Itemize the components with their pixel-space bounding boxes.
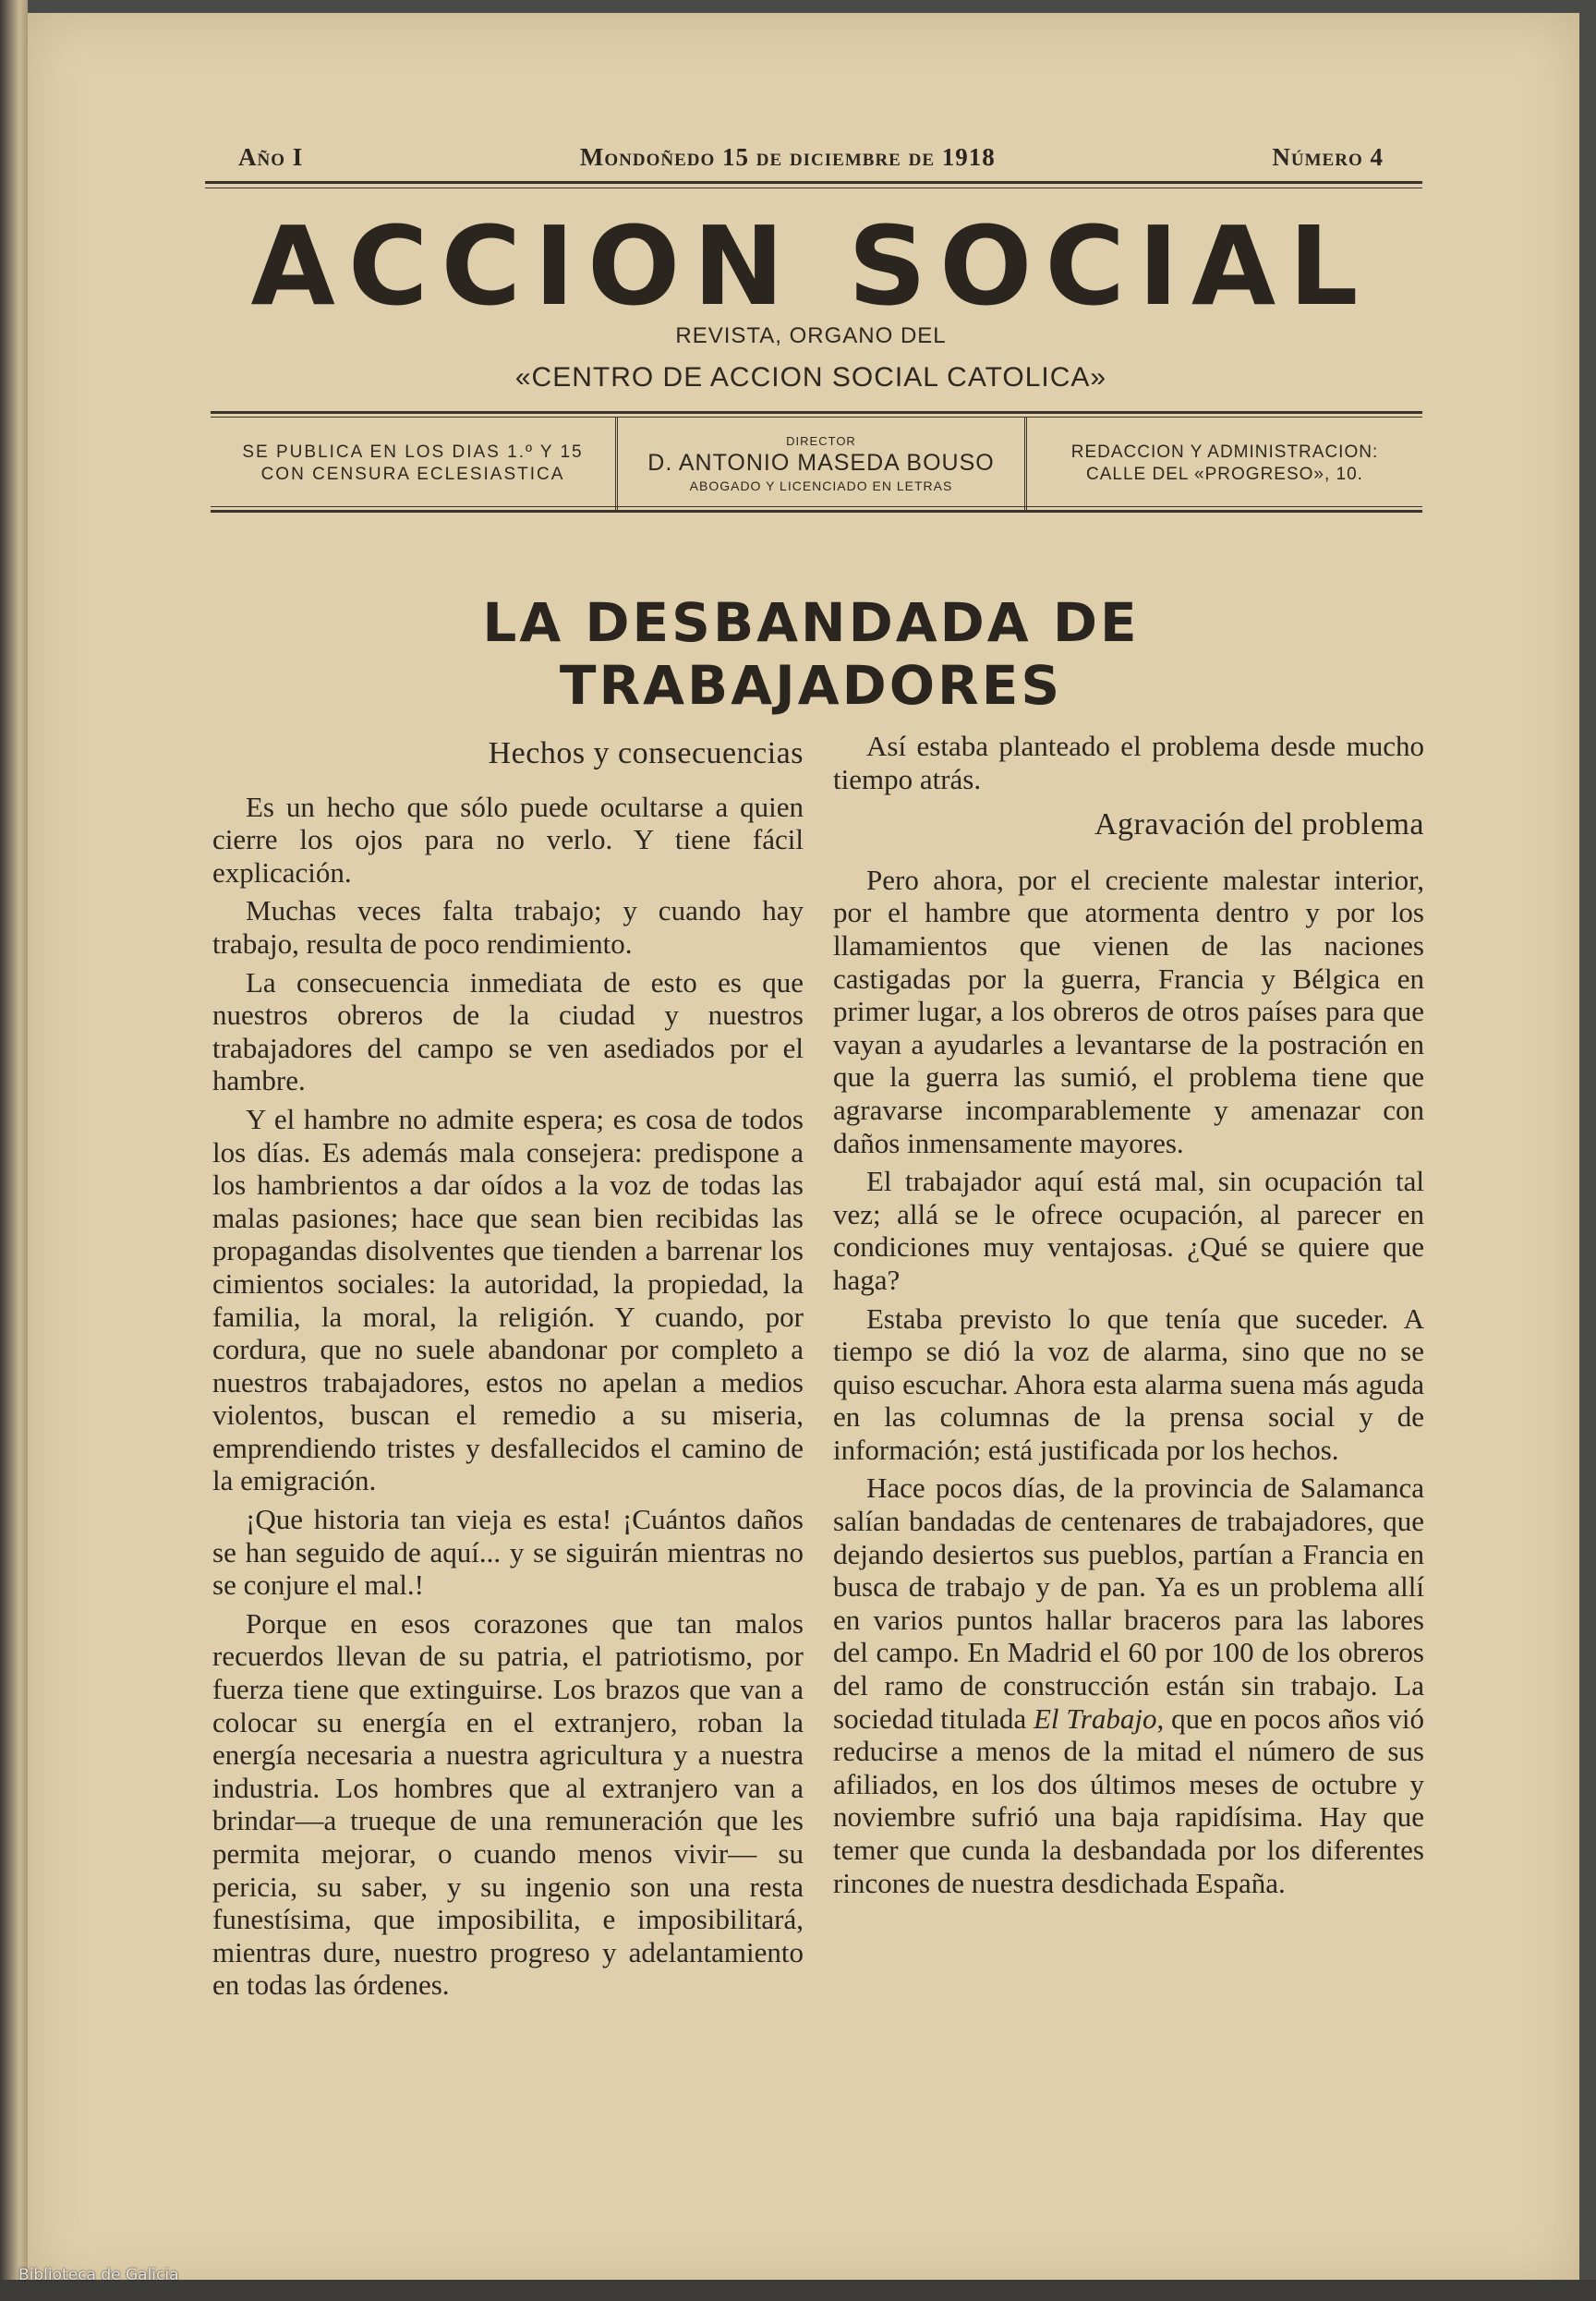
library-watermark: Biblioteca de Galicia bbox=[18, 2266, 179, 2284]
publication-schedule-line-2: CON CENSURA ECLESIASTICA bbox=[260, 465, 565, 484]
paragraph: El trabajador aquí está mal, sin ocupación tal vez; allá se le ofrece ocupación, al parecer en condiciones muy ventajosas. ¿Qué se quiere que haga? bbox=[833, 1165, 1424, 1296]
paragraph-text: Hace pocos días, de la provincia de Salamanca salían bandadas de centenares de trabajadores, que dejando desiertos sus pueblos, partían a Francia en busca de trabajo y de pan. Ya es un problema allí en varios puntos hallar braceros para las labores del campo. En Madrid el 60 por 100 de los obreros del ramo de construcción están sin trabajo. La sociedad titulada bbox=[833, 1471, 1424, 1735]
paragraph: Así estaba planteado el problema desde mucho tiempo atrás. bbox=[833, 730, 1424, 795]
masthead-title: ACCION SOCIAL bbox=[250, 202, 1372, 330]
director-name: D. ANTONIO MASEDA BOUSO bbox=[647, 450, 995, 476]
paragraph: Y el hambre no admite espera; es cosa de todos los días. Es además mala consejera: predispone a los hambrientos a dar oídos a la voz de todas las malas pasiones; hace que sean bien recibidas las propagandas disolventes que tienden a barrenar los cimientos sociales: la autoridad, la propiedad, la familia, la moral, la religión. Y cuando, por cordura, que no suele abandonar por completo a nuestros trabajadores, estos no apelan a medios violentos, buscan el remedio a su miseria, emprendiendo tristes y desfallecidos el camino de la emigración. bbox=[212, 1102, 804, 1497]
society-name: El Trabajo bbox=[1034, 1702, 1157, 1735]
director-label: DIRECTOR bbox=[786, 434, 856, 448]
issue-place-date: Mondoñedo 15 de diciembre de 1918 bbox=[579, 142, 996, 171]
director-title: ABOGADO Y LICENCIADO EN LETRAS bbox=[689, 478, 953, 493]
masthead-organization: «CENTRO DE ACCION SOCIAL CATOLICA» bbox=[514, 362, 1107, 393]
publication-schedule bbox=[211, 418, 615, 510]
article-headline: LA DESBANDADA DE TRABAJADORES bbox=[482, 591, 1140, 717]
paragraph bbox=[833, 1471, 1424, 1899]
publication-schedule-line-1: SE PUBLICA EN LOS DIAS 1.º Y 15 bbox=[242, 442, 584, 462]
infobar-rule-bottom bbox=[211, 510, 1422, 513]
issue-number: Número 4 bbox=[1272, 142, 1384, 171]
issue-meta-line bbox=[238, 139, 1384, 176]
paragraph: ¡Que historia tan vieja es esta! ¡Cuántos daños se han seguido de aquí... y se siguirán mientras no se conjure el mal.! bbox=[212, 1503, 804, 1602]
office-address-line-1: REDACCION Y ADMINISTRACION: bbox=[1070, 442, 1379, 462]
issue-year: Año I bbox=[238, 142, 304, 171]
paragraph: Estaba previsto lo que tenía que suceder. A tiempo se dió la voz de alarma, sino que no se quiso escuchar. Ahora esta alarma suena más aguda en las columnas de la prensa social y de información; está justificada por los hechos. bbox=[833, 1302, 1424, 1466]
paragraph: Es un hecho que sólo puede ocultarse a quien cierre los ojos para no verlo. Y tiene fácil explicación. bbox=[212, 790, 804, 889]
office-address bbox=[1027, 418, 1422, 510]
paragraph: La consecuencia inmediata de esto es que nuestros obreros de la ciudad y nuestros trabajadores del campo se ven asediados por el hambre. bbox=[212, 965, 804, 1097]
scan-bottom-band bbox=[0, 2280, 1596, 2301]
paragraph: Porque en esos corazones que tan malos recuerdos llevan de su patria, el patriotismo, por fuerza tiene que extinguirse. Los brazos que van a colocar su energía en el extranjero, roban la energía necesaria a nuestra agricultura y a nuestra industria. Los hombres que al extranjero van a brindar—a trueque de una remuneración que les permita mejorar, o cuando menos vivir— su pericia, su saber, y su ingenio son una resta funestísima, que imposibilita, e imposibilitará, mientras dure, nuestro progreso y adelantamiento en todas las órdenes. bbox=[212, 1606, 804, 2002]
binding-edge bbox=[0, 0, 28, 2301]
infobar-rule-top bbox=[211, 411, 1422, 414]
article-column-left bbox=[212, 730, 804, 2007]
masthead-subtitle: REVISTA, ORGANO DEL bbox=[675, 323, 947, 348]
section-heading-aggravation: Agravación del problema bbox=[1094, 807, 1424, 842]
header-rule-top bbox=[205, 181, 1422, 184]
infobar-rule-bottom-thin bbox=[211, 506, 1422, 507]
paragraph: Muchas veces falta trabajo; y cuando hay trabajo, resulta de poco rendimiento. bbox=[212, 894, 804, 960]
office-address-line-2: CALLE DEL «PROGRESO», 10. bbox=[1086, 465, 1363, 484]
section-heading-facts: Hechos y consecuencias bbox=[488, 736, 804, 770]
article-column-right bbox=[833, 730, 1424, 1905]
paragraph: Pero ahora, por el creciente malestar interior, por el hambre que atormenta dentro y por los llamamientos que vienen de las naciones castigadas por la guerra, Francia y Bélgica en primer lugar, a los obreros de otros países para que vayan a ayudarles a levantarse de la postración en que la guerra las sumió, el problema tiene que agravarse incomparablemente y amenazar con daños inmensamente mayores. bbox=[833, 863, 1424, 1159]
paragraph-text: , que en pocos años vió reducirse a menos de la mitad el número de sus afiliados, en los dos últimos meses de octubre y noviembre sufrió una baja rapidísima. Hay que temer que cunda la desbandada por los diferentes rincones de nuestra desdichada España. bbox=[833, 1702, 1424, 1899]
publication-info-bar bbox=[211, 418, 1422, 510]
director-block bbox=[615, 418, 1027, 510]
